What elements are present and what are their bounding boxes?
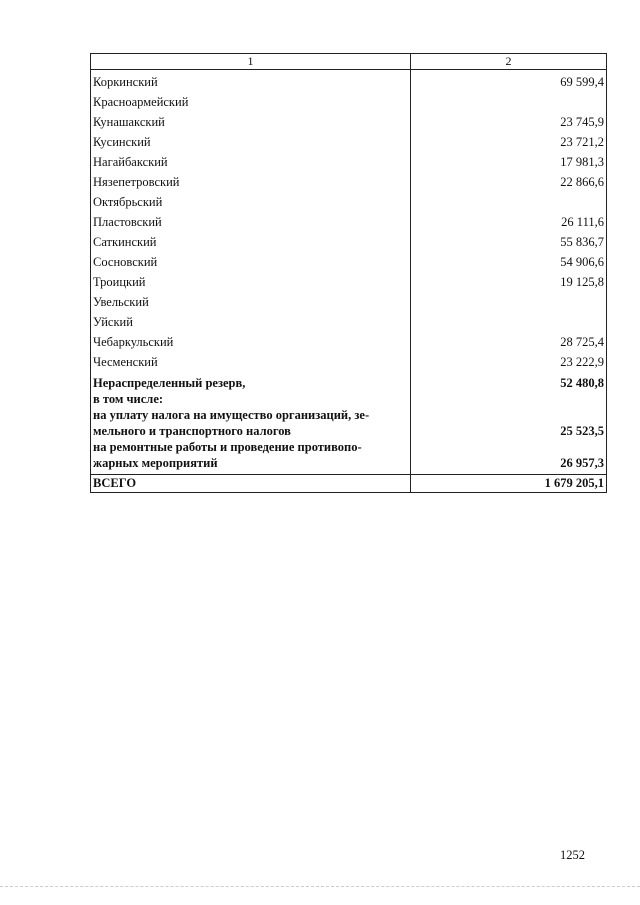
district-name: Троицкий <box>91 272 411 292</box>
district-value: 19 125,8 <box>411 272 607 292</box>
table-body <box>91 70 607 493</box>
reserve-item1-line2: мельного и транспортного налогов <box>93 424 291 438</box>
district-name: Кусинский <box>91 132 411 152</box>
district-value: 23 745,9 <box>411 112 607 132</box>
table-row <box>91 332 607 352</box>
table-row <box>91 112 607 132</box>
reserve-subtitle: в том числе: <box>93 392 164 406</box>
district-name: Сосновский <box>91 252 411 272</box>
table-row <box>91 292 607 312</box>
table-row <box>91 132 607 152</box>
table-row <box>91 70 607 93</box>
district-name: Нязепетровский <box>91 172 411 192</box>
column-header-1: 1 <box>91 54 411 70</box>
column-header-2: 2 <box>411 54 607 70</box>
district-name: Пластовский <box>91 212 411 232</box>
district-value: 69 599,4 <box>411 70 607 93</box>
district-value: 26 111,6 <box>411 212 607 232</box>
district-name: Красноармейский <box>91 92 411 112</box>
reserve-item2-value: 26 957,3 <box>560 456 604 470</box>
district-value <box>411 292 607 312</box>
district-name: Нагайбакский <box>91 152 411 172</box>
district-value <box>411 192 607 212</box>
district-value: 23 222,9 <box>411 352 607 372</box>
table-row <box>91 252 607 272</box>
table-header-row <box>91 54 607 70</box>
reserve-value: 52 480,8 <box>560 376 604 390</box>
district-name: Саткинский <box>91 232 411 252</box>
district-name: Уйский <box>91 312 411 332</box>
table-row <box>91 92 607 112</box>
district-value: 54 906,6 <box>411 252 607 272</box>
footer-divider <box>0 886 640 887</box>
budget-table <box>90 53 607 493</box>
district-value <box>411 92 607 112</box>
district-name: Кунашакский <box>91 112 411 132</box>
reserve-label-cell <box>91 372 411 475</box>
district-value: 23 721,2 <box>411 132 607 152</box>
district-name: Октябрьский <box>91 192 411 212</box>
table-row <box>91 352 607 372</box>
reserve-item1-value: 25 523,5 <box>560 424 604 438</box>
district-name: Увельский <box>91 292 411 312</box>
reserve-item2-line1: на ремонтные работы и проведение противопо- <box>93 440 362 454</box>
table-row <box>91 172 607 192</box>
district-value: 55 836,7 <box>411 232 607 252</box>
district-name: Чебаркульский <box>91 332 411 352</box>
district-value: 22 866,6 <box>411 172 607 192</box>
reserve-item2-line2: жарных мероприятий <box>93 456 218 470</box>
table-row <box>91 232 607 252</box>
table-row <box>91 212 607 232</box>
reserve-value-cell <box>411 372 607 475</box>
district-value: 17 981,3 <box>411 152 607 172</box>
total-label: ВСЕГО <box>91 475 411 493</box>
district-value: 28 725,4 <box>411 332 607 352</box>
total-value: 1 679 205,1 <box>411 475 607 493</box>
reserve-title: Нераспределенный резерв, <box>93 376 246 390</box>
total-row <box>91 475 607 493</box>
reserve-item1-line1: на уплату налога на имущество организаций, зе- <box>93 408 370 422</box>
table-row <box>91 192 607 212</box>
reserve-row <box>91 372 607 475</box>
table-row <box>91 272 607 292</box>
table-row <box>91 312 607 332</box>
district-name: Коркинский <box>91 70 411 93</box>
page-number: 1252 <box>560 848 585 862</box>
district-name: Чесменский <box>91 352 411 372</box>
table-row <box>91 152 607 172</box>
district-value <box>411 312 607 332</box>
